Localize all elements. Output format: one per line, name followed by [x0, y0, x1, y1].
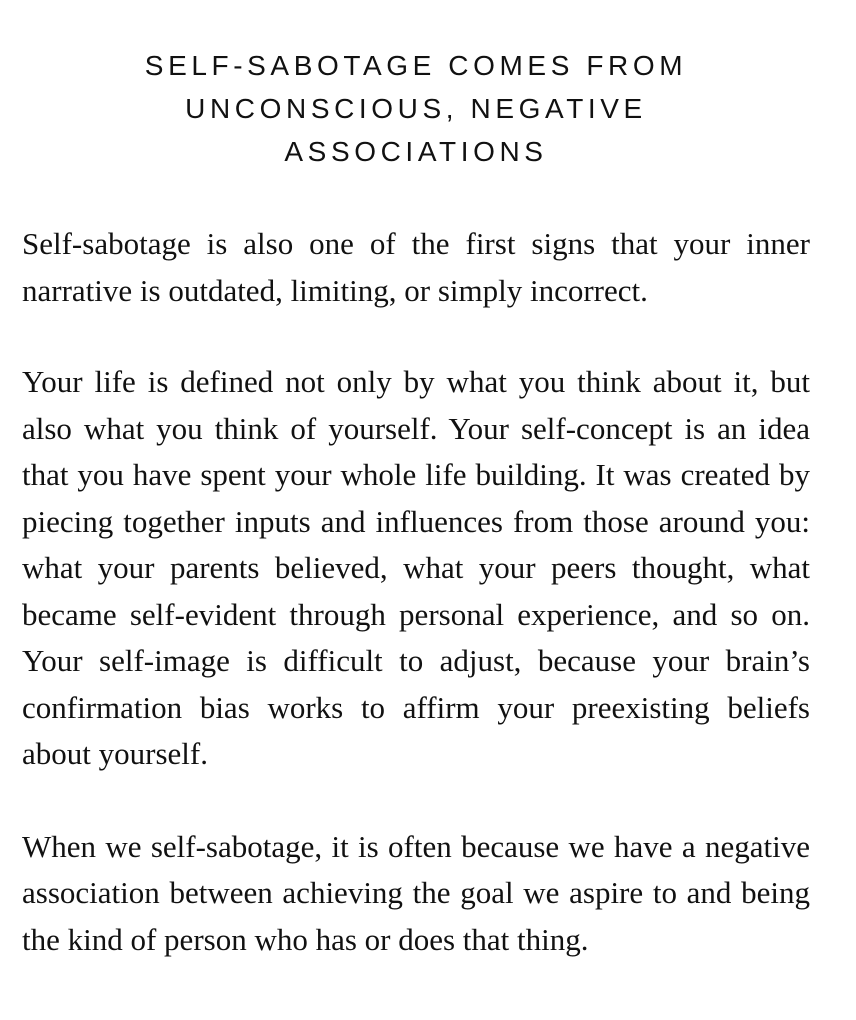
heading-line-2: UNCONSCIOUS, NEGATIVE — [185, 93, 647, 124]
paragraph-2: Your life is defined not only by what you think about it, but also what you think of yourself. Your self-concept is an idea that you have spent your whole life building. It was created by piecing together inputs and influences from those around you: what your parents believed, what your peers thought, what became self-evident through personal experience, and so on. Your self-image is difficult to adjust, because your brain’s confirmation bias works to affirm your preexisting beliefs about yourself. — [22, 364, 810, 771]
heading-line-3: ASSOCIATIONS — [284, 136, 548, 167]
paragraph-3: When we self-sabotage, it is often because we have a negative association between achieving the goal we aspire to and being the kind of person who has or does that thing. — [22, 828, 810, 957]
heading-line-1: SELF-SABOTAGE COMES FROM — [144, 50, 688, 81]
book-page — [22, 0, 810, 1020]
paragraph-1: Self-sabotage is also one of the first signs that your inner narrative is outdated, limiting, or simply incorrect. — [22, 226, 810, 308]
section-heading — [116, 0, 716, 173]
